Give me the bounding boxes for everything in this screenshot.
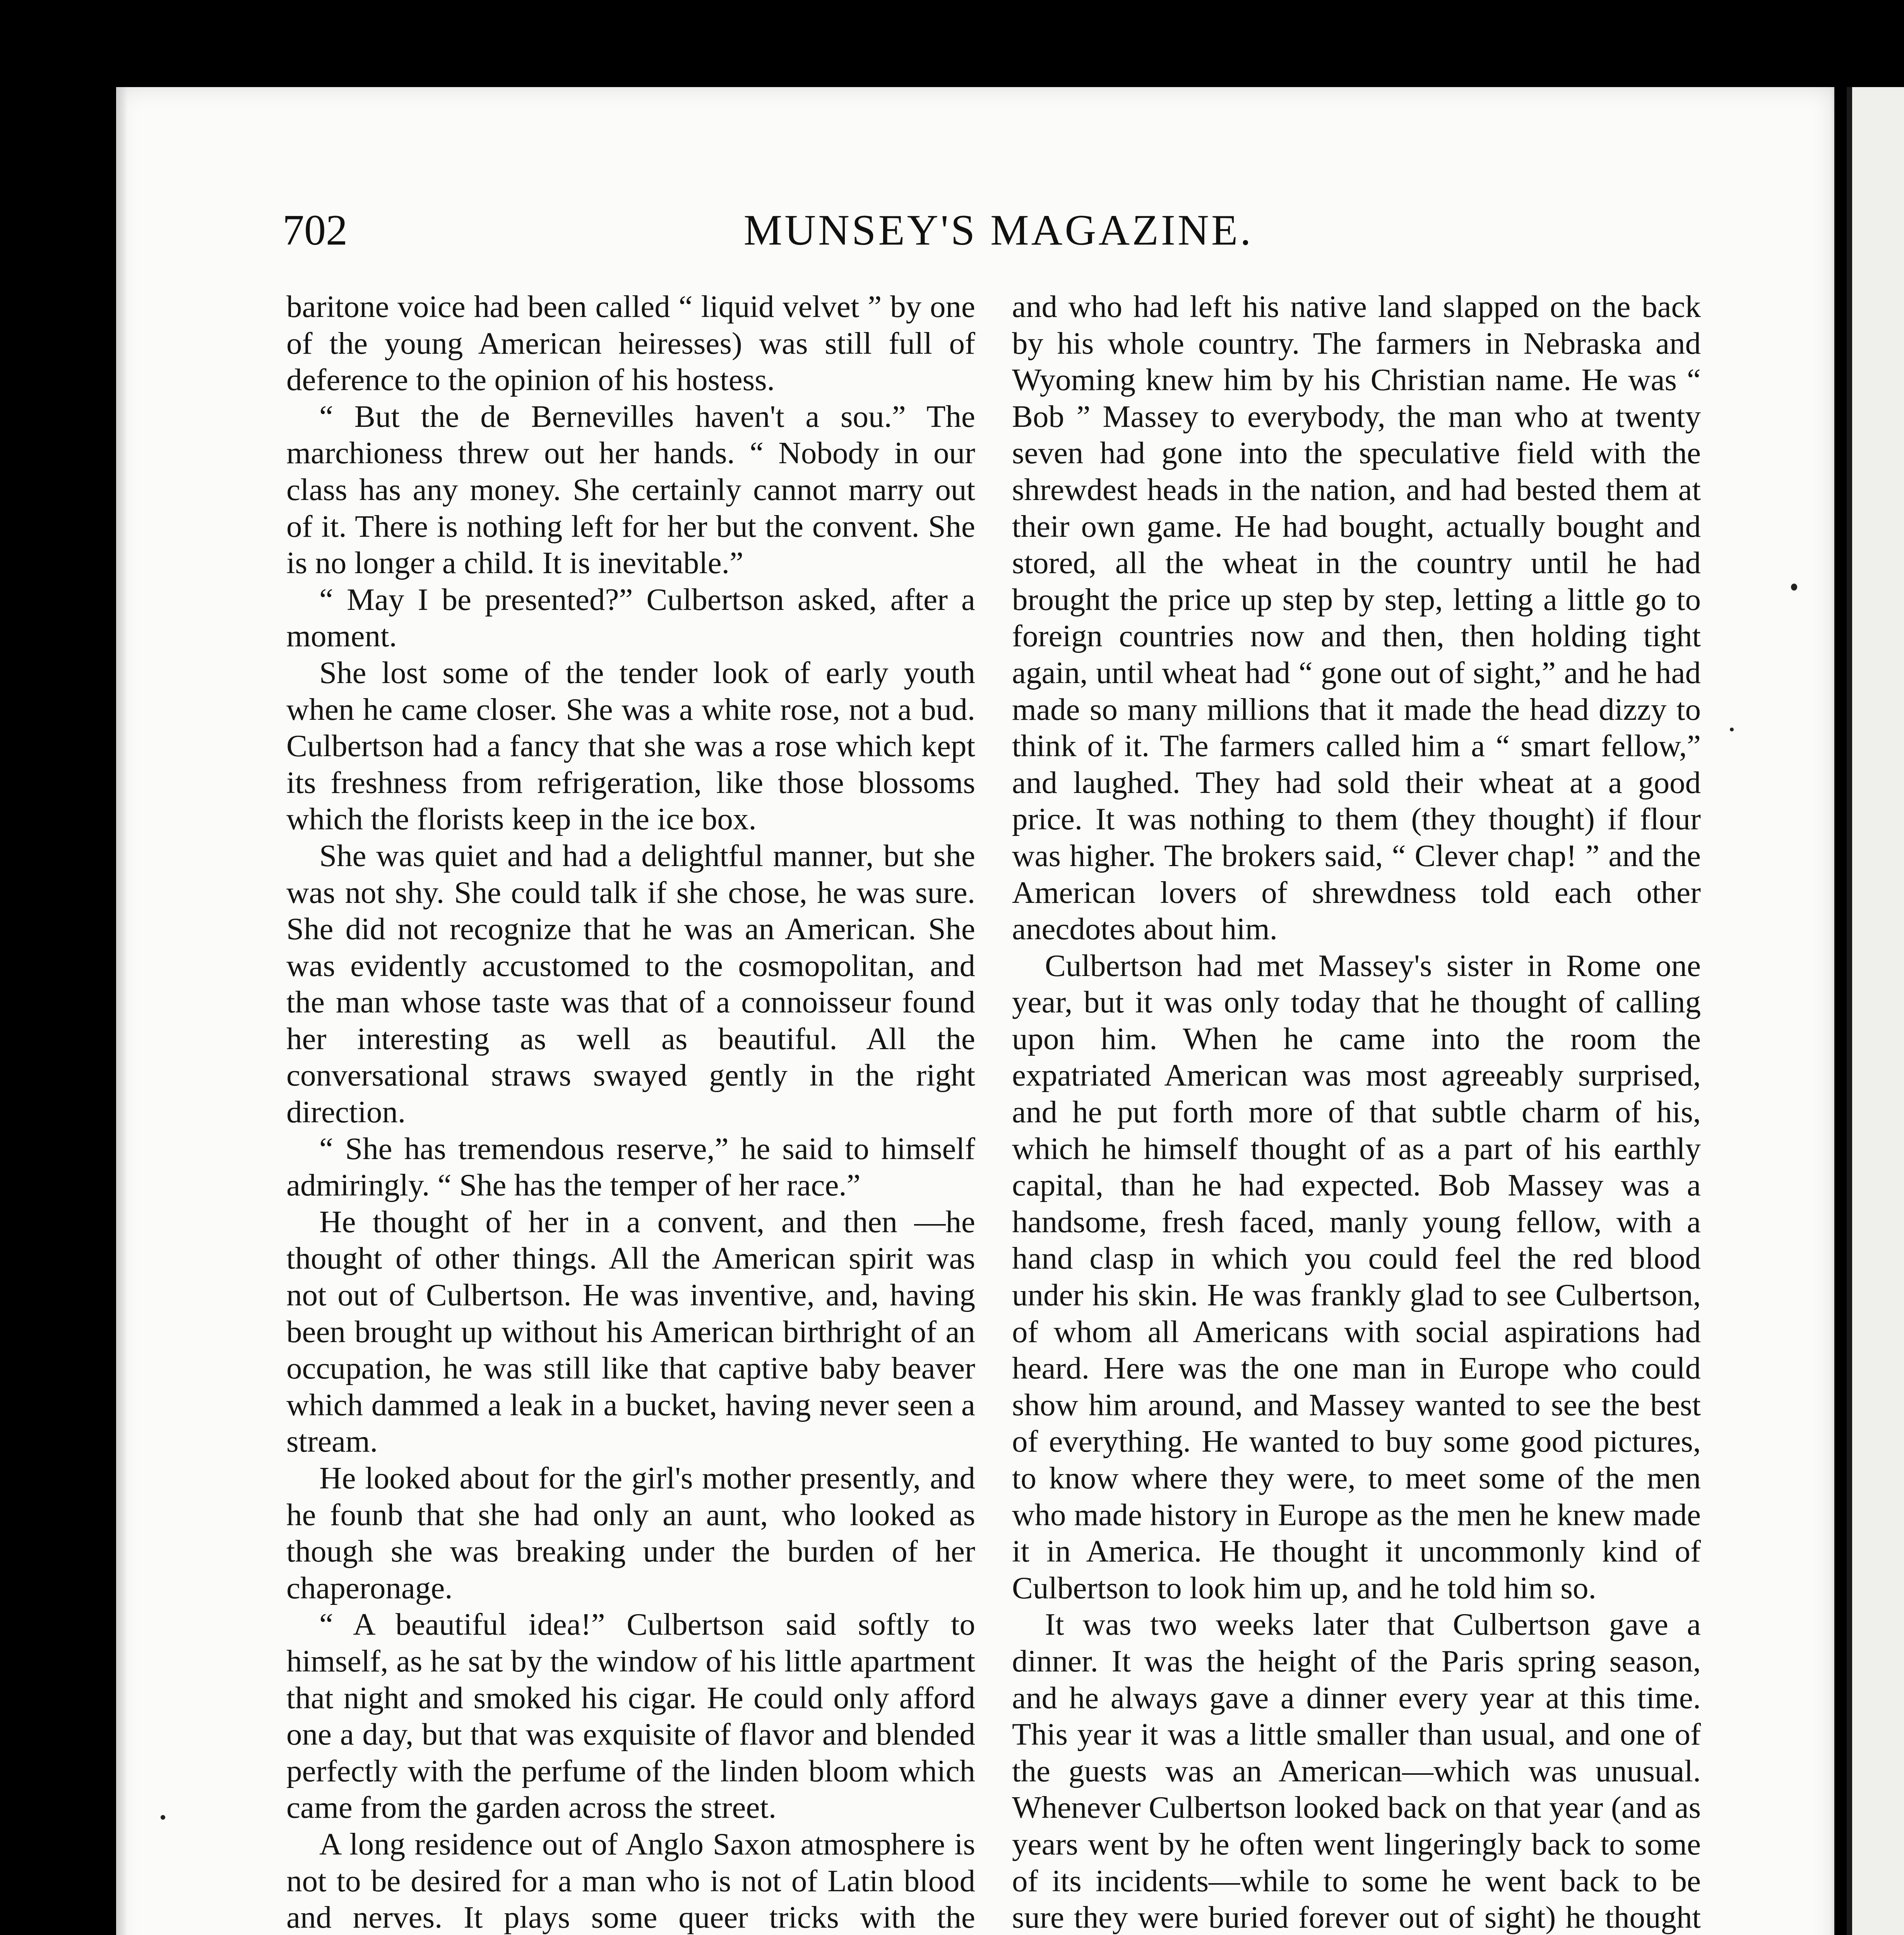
- paragraph: It was two weeks later that Culbertson gave a dinner. It was the height of the Paris spring season, and he always gave a dinner every year at this time. This year it was a little smaller than usual, and one of the guests was an American—which was unusual. Whenever Culbertson looked back on that year (and as years went by he often went lingeringly back to some of its incidents—while to some he went back to be sure they were buried forever out of sight) he thought: [1012, 1607, 1701, 1935]
- paragraph: “ May I be presented?” Culbertson asked, after a moment.: [286, 582, 975, 654]
- paragraph: Culbertson had met Massey's sister in Rome one year, but it was only today that he thought of calling upon him. When he came into the room the expatriated American was most agreeably surprised, and he put forth more of that subtle charm of his, which he himself thought of as a part of his earthly capital, than he had expected. Bob Massey was a handsome, fresh faced, manly young fellow, with a hand clasp in which you could feel the red blood under his skin. He was frankly glad to see Culbertson, of whom all Americans with social aspirations had heard. Here was the one man in Europe who could show him around, and Massey wanted to see the best of everything. He wanted to buy some good pictures, to know where they were, to meet some of the men who made history in Europe as the men he knew made it in America. He thought it uncommonly kind of Culbertson to look him up, and he told him so.: [1012, 948, 1701, 1605]
- running-head: MUNSEY'S MAGAZINE.: [743, 206, 1253, 254]
- paragraph: A long residence out of Anglo Saxon atmosphere is not to be desired for a man who is not of Latin blood and nerves. It plays some queer tricks with the: [286, 1826, 975, 1935]
- paragraph: baritone voice had been called “ liquid velvet ” by one of the young American heiresses) was still full of deference to the opinion of his hostess.: [286, 289, 975, 397]
- text-column-left: [286, 288, 975, 1935]
- scan-speck: [1791, 584, 1797, 591]
- page-edge-shade: [116, 87, 128, 1935]
- paragraph: and who had left his native land slapped on the back by his whole country. The farmers in Nebraska and Wyoming knew him by his Christian name. He was “ Bob ” Massey to everybody, the man who at twenty seven had gone into the speculative field with the shrewdest heads in the nation, and had bested them at their own game. He had bought, actually bought and stored, all the wheat in the country until he had brought the price up step by step, letting a little go to foreign countries now and then, then holding tight again, until wheat had “ gone out of sight,” and he had made so many millions that it made the head dizzy to think of it. The farmers called him a “ smart fellow,” and laughed. They had sold their wheat at a good price. It was nothing to them (they thought) if flour was higher. The brokers said, “ Clever chap! ” and the American lovers of shrewdness told each other anecdotes about him.: [1012, 289, 1701, 947]
- paragraph: She was quiet and had a delightful manner, but she was not shy. She could talk if she chose, he was sure. She did not recognize that he was an American. She was evidently accustomed to the cosmopolitan, and the man whose taste was that of a connoisseur found her interesting as well as beautiful. All the conversational straws swayed gently in the right direction.: [286, 838, 975, 1130]
- scan-speck: [1730, 728, 1734, 731]
- scan-speck: [161, 1815, 165, 1820]
- paragraph: “ A beautiful idea!” Culbertson said softly to himself, as he sat by the window of his little apartment that night and smoked his cigar. He could only afford one a day, but that was exquisite of flavor and blended perfectly with the perfume of the linden bloom which came from the garden across the street.: [286, 1607, 975, 1825]
- paragraph: “ She has tremendous reserve,” he said to himself admiringly. “ She has the temper of her race.”: [286, 1131, 975, 1203]
- paragraph: He looked about for the girl's mother presently, and he founb that she had only an aunt, who looked as though she was breaking under the burden of her chaperonage.: [286, 1461, 975, 1605]
- text-column-right: [1012, 288, 1701, 1935]
- scan-top-border: [0, 0, 1904, 85]
- page-number: 702: [283, 206, 348, 254]
- facing-page-edge: [1847, 87, 1904, 1935]
- paragraph: “ But the de Bernevilles haven't a sou.” The marchioness threw out her hands. “ Nobody in our class has any money. She certainly cannot marry out of it. There is nothing left for her but the convent. She is no longer a child. It is inevitable.”: [286, 399, 975, 580]
- page-header: [283, 201, 1714, 259]
- paragraph: He thought of her in a convent, and then —he thought of other things. All the American spirit was not out of Culbertson. He was inventive, and, having been brought up without his American birthright of an occupation, he was still like that captive baby beaver which dammed a leak in a bucket, having never seen a stream.: [286, 1204, 975, 1459]
- paragraph: She lost some of the tender look of early youth when he came closer. She was a white rose, not a bud. Culbertson had a fancy that she was a rose which kept its freshness from refrigeration, like those blossoms which the florists keep in the ice box.: [286, 655, 975, 837]
